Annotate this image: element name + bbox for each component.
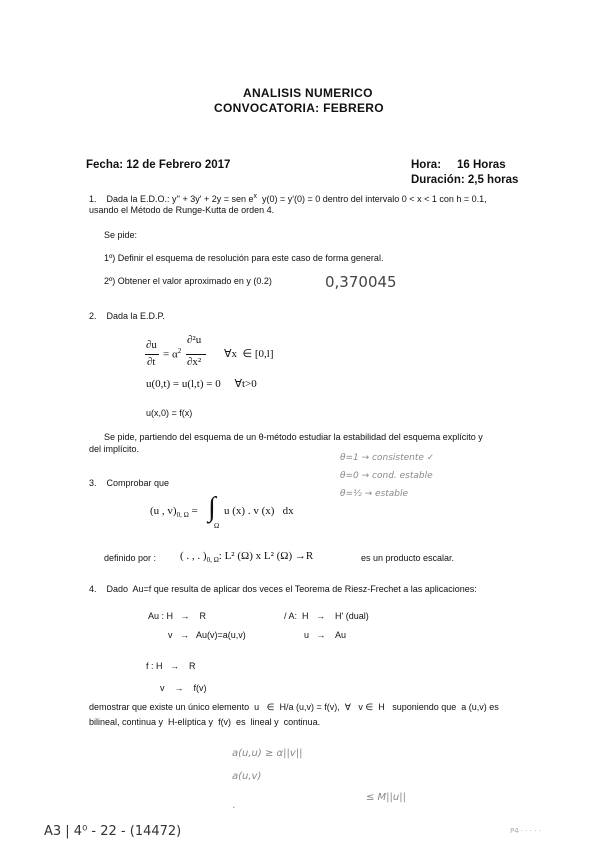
- q2-hand-note-3: θ=½ → estable: [340, 489, 409, 499]
- q2-hand-note-2: θ=0 → cond. estable: [340, 471, 433, 481]
- q4-hand-note-3: ≤ M||u||: [366, 792, 406, 803]
- q2-frac1-line: [145, 354, 159, 355]
- q1-line1: 1. Dada la E.D.O.: y'' + 3y' + 2y = sen $e^x$ y(0) = y'(0) = 0 dentro del intervalo 0 < x < 1 con h = 0.1,: [89, 193, 487, 204]
- q3-integral-sign: ∫: [208, 492, 216, 523]
- q2-hand-note-1: θ=1 → consistente ✓: [340, 453, 435, 463]
- exam-subtitle: CONVOCATORIA: FEBRERO: [214, 101, 384, 115]
- q2-text1: Se pide, partiendo del esquema de un θ-método estudiar la estabilidad del esquema explícito y: [104, 432, 483, 442]
- exam-time: Hora: 16 Horas: [411, 159, 506, 171]
- handwritten-code: A3 | 4⁰ - 22 - (14472): [44, 824, 182, 839]
- q4-map2b: u → Au: [304, 630, 347, 640]
- q3-scalar-product: es un producto escalar.: [361, 553, 455, 563]
- q3-integrand: u (x) . v (x) dx: [224, 505, 294, 517]
- q2-d2u: ∂²u: [187, 334, 202, 346]
- q4-hand-note-2: a(u,v): [232, 771, 262, 782]
- q4-map1: Au : H → R: [148, 611, 207, 621]
- page-mark: P4 · · · · ·: [510, 827, 541, 835]
- q2-forall: ∀x ∈ [0,l]: [224, 348, 274, 360]
- q4-map1b: v → Au(v)=a(u,v): [168, 630, 246, 640]
- q2-initial-condition: u(x,0) = f(x): [146, 408, 193, 418]
- exam-duration: Duración: 2,5 horas: [411, 174, 519, 186]
- q4-line1: 4. Dado Au=f que resulta de aplicar dos veces el Teorema de Riesz-Frechet a las aplicaciones:: [89, 584, 477, 594]
- q1-item1: 1º) Definir el esquema de resolución para este caso de forma general.: [104, 253, 384, 263]
- q4-hand-note-1: a(u,u) ≥ α||v||: [232, 748, 303, 759]
- q3-lhs: (u , $v)_{0, \Omega}$ =: [150, 505, 198, 520]
- q2-text2: del implícito.: [89, 444, 140, 454]
- q4-line3: bilineal, continua y H-elíptica y f(v) es lineal y continua.: [89, 717, 321, 727]
- q2-du: ∂u: [146, 339, 157, 351]
- q3-label: 3. Comprobar que: [89, 478, 170, 488]
- q2-boundary-conditions: u(0,t) = u(l,t) = 0 ∀t>0: [146, 378, 257, 390]
- q3-mapping: ( . , . )$_{0, \Omega}$: L² (Ω) x L² (Ω) →R: [180, 550, 314, 565]
- q1-item2: 2º) Obtener el valor aproximado en y (0.2): [104, 276, 272, 286]
- q2-frac2-line: [186, 354, 206, 355]
- q3-integral-domain: Ω: [214, 522, 220, 530]
- q4-hand-note-4: ·: [232, 803, 236, 814]
- q1-sepide: Se pide:: [104, 230, 138, 240]
- exam-date: Fecha: 12 de Febrero 2017: [86, 159, 231, 171]
- q4-map3: f : H → R: [146, 661, 196, 671]
- q4-map2: / A: H → H' (dual): [284, 611, 369, 621]
- q2-dx2: ∂x²: [187, 356, 202, 368]
- q3-defined-by: definido por :: [104, 553, 157, 563]
- q2-label: 2. Dada la E.D.P.: [89, 311, 165, 321]
- q1-handwritten-answer: 0,370045: [325, 273, 397, 291]
- q1-line2: usando el Método de Runge-Kutta de orden 4.: [89, 205, 275, 215]
- exam-title: ANALISIS NUMERICO: [243, 86, 373, 100]
- q2-eq: = $\alpha^2$: [163, 347, 182, 361]
- q4-line2: demostrar que existe un único elemento u ∈ H/a (u,v) = f(v), ∀ v ∈ H suponiendo que a (u,v) es: [89, 702, 499, 712]
- q4-map3b: v → f(v): [160, 683, 207, 693]
- q2-dt: ∂t: [147, 356, 156, 368]
